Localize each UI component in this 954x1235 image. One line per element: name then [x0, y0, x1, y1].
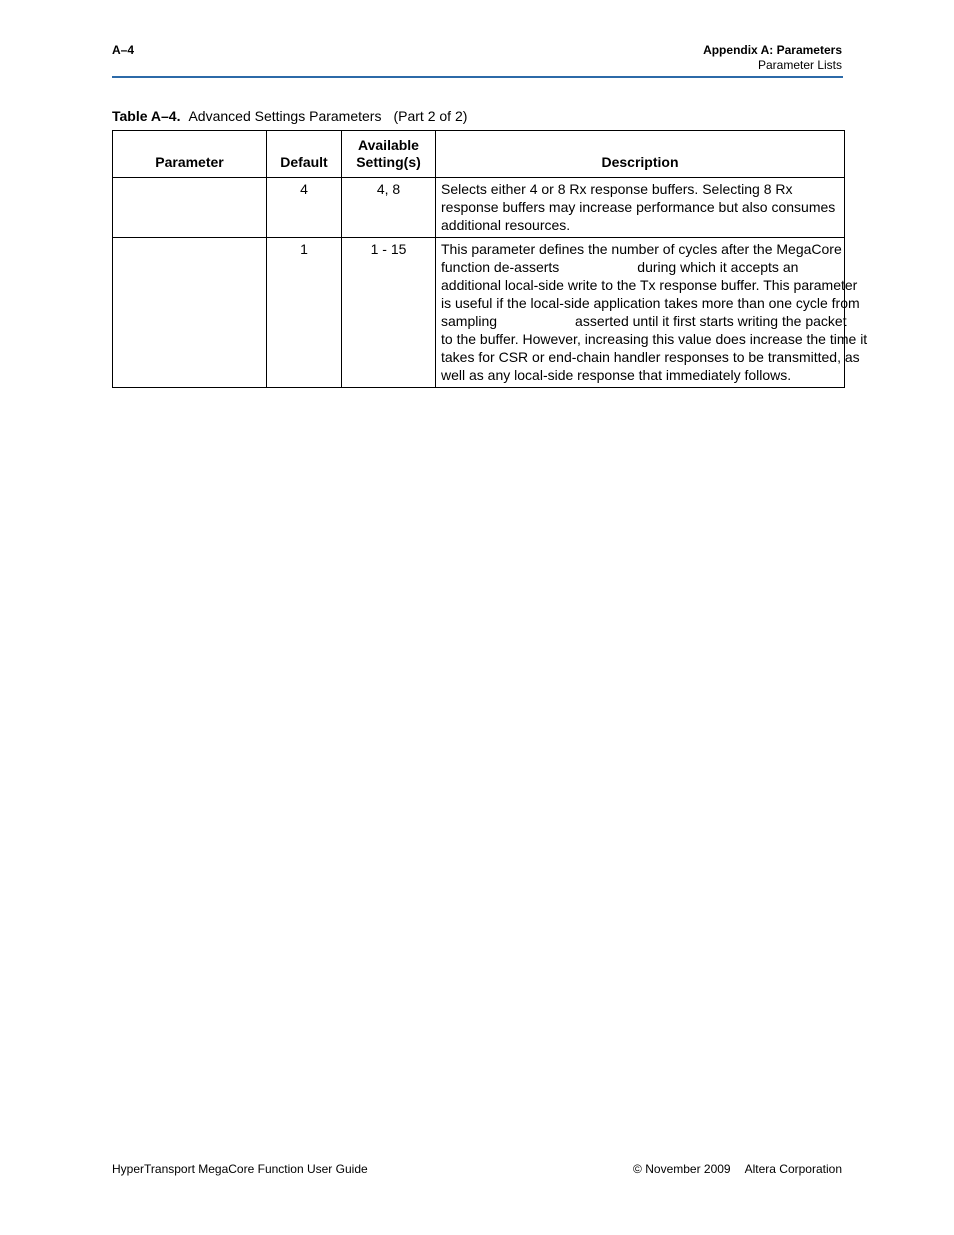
table-row [113, 178, 845, 238]
description-line: asserted until it first starts writing the packet [575, 313, 847, 329]
cell-parameter [113, 238, 267, 388]
description-line: function de-asserts [441, 259, 560, 275]
description-line: additional local-side write to the Tx response buffer. This parameter [441, 277, 858, 293]
description-line: is useful if the local-side application takes more than one cycle from [441, 295, 860, 311]
footer-right [633, 1162, 842, 1176]
description-line: This parameter defines the number of cycles after the MegaCore [441, 241, 842, 257]
description-line: sampling [441, 313, 498, 329]
column-header-available-settings [342, 131, 436, 178]
section-title: Parameter Lists [757, 58, 842, 72]
description-line: takes for CSR or end-chain handler responses to be transmitted, as [441, 349, 860, 365]
cell-available: 4, 8 [342, 178, 436, 238]
column-header-default: Default [267, 131, 342, 178]
cell-default: 4 [267, 178, 342, 238]
cell-available: 1 - 15 [342, 238, 436, 388]
table-caption-part: (Part 2 of 2) [393, 108, 468, 124]
table-row [113, 238, 845, 388]
table-caption-title: Advanced Settings Parameters [188, 108, 382, 124]
chapter-title: Appendix A: Parameters [703, 43, 842, 57]
advanced-settings-table [112, 130, 868, 388]
table-caption [112, 108, 467, 124]
description-line: well as any local-side response that immediately follows. [441, 367, 792, 383]
table-header-row [113, 131, 845, 178]
page-number: A–4 [112, 43, 135, 57]
table-caption-label: Table A–4. [112, 108, 181, 124]
footer-doc-title: HyperTransport MegaCore Function User Guide [112, 1162, 368, 1176]
description-line: to the buffer. However, increasing this value does increase the time it [441, 331, 868, 347]
cell-default: 1 [267, 238, 342, 388]
description-line: during which it accepts an [637, 259, 799, 275]
column-header-description: Description [436, 131, 845, 178]
cell-description [436, 238, 868, 388]
column-header-parameter: Parameter [113, 131, 267, 178]
footer-company: Altera Corporation [744, 1162, 842, 1176]
cell-parameter [113, 178, 267, 238]
column-header-available-line: Available Setting(s) [356, 137, 421, 170]
cell-description: Selects either 4 or 8 Rx response buffers. Selecting 8 Rx response buffers may increase performance but also consumes additional resources. [436, 178, 845, 238]
running-header [703, 43, 842, 73]
footer-date: © November 2009 [633, 1162, 731, 1176]
header-rule [112, 76, 843, 78]
